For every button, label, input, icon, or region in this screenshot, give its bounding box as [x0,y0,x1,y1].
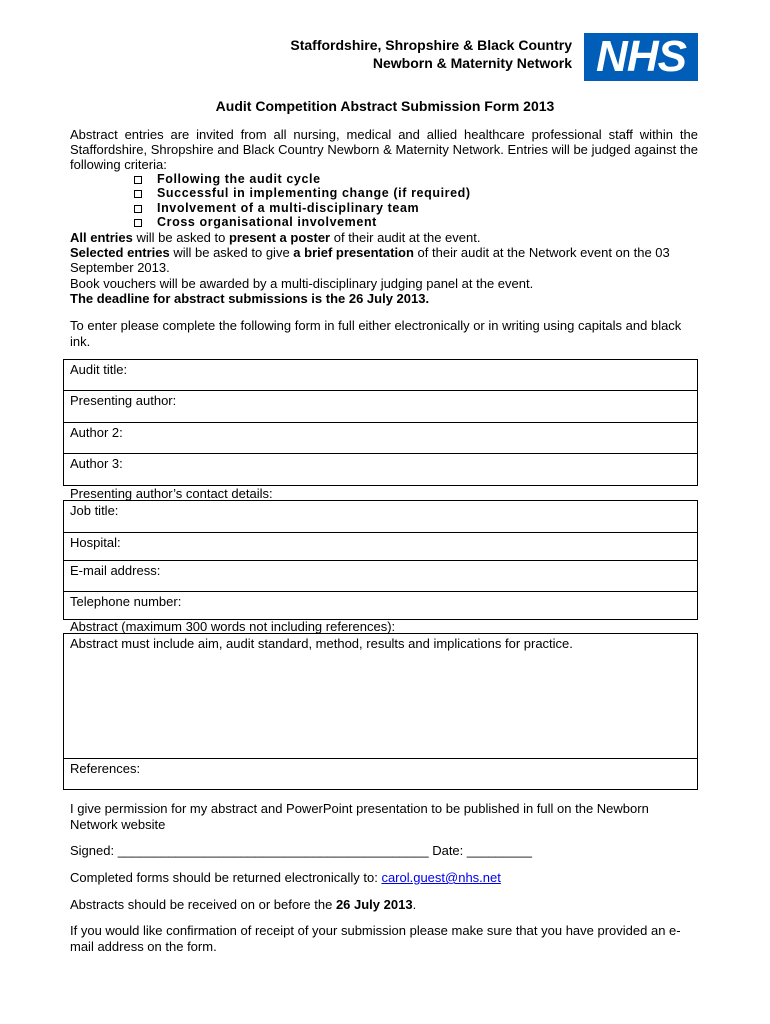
signature-line[interactable]: Signed: ___________________________________________ Date: _________ [70,843,532,858]
org-name-line2: Newborn & Maternity Network [372,55,572,71]
instructions-text: To enter please complete the following form in full either electronically or in writing using capitals and black ink. [70,318,682,349]
references-field[interactable] [63,758,698,790]
nhs-logo: NHS [584,33,698,81]
field-label: Author 2: [70,425,123,440]
job-title-field[interactable] [63,500,698,533]
presenting-author-field[interactable] [63,390,698,423]
audit-title-field[interactable] [63,359,698,391]
criteria-item: Cross organisational involvement [134,215,471,229]
network-header [290,36,572,72]
field-hint: Abstract must include aim, audit standard, method, results and implications for practice. [70,636,573,651]
telephone-field[interactable] [63,591,698,620]
checkbox-bullet-icon [134,219,142,227]
author3-field[interactable] [63,453,698,486]
email-field[interactable] [63,560,698,592]
abstract-field[interactable] [63,633,698,759]
rules-paragraph [70,230,698,306]
abstract-heading: Abstract (maximum 300 words not including references): [70,619,396,634]
permission-text: I give permission for my abstract and PowerPoint presentation to be published in full on the Newborn Network website [70,801,649,832]
field-label: Presenting author: [70,393,177,408]
deadline-text: Abstracts should be received on or before the 26 July 2013. [70,897,417,912]
confirmation-text: If you would like confirmation of receipt of your submission please make sure that you have provided an e-mail address on the form. [70,923,681,954]
org-name-line1: Staffordshire, Shropshire & Black Country [290,37,572,53]
criteria-item: Involvement of a multi-disciplinary team [134,201,471,215]
field-label: E-mail address: [70,563,161,578]
intro-paragraph: Abstract entries are invited from all nursing, medical and allied healthcare professional staff within the Staffordshire, Shropshire and Black Country Newborn & Maternity Network. Entries will be judged against the following criteria: [70,127,698,172]
field-label: Author 3: [70,456,123,471]
author2-field[interactable] [63,422,698,454]
hospital-field[interactable] [63,532,698,561]
field-label: Hospital: [70,535,121,550]
field-label: Audit title: [70,362,128,377]
contact-details-heading: Presenting author’s contact details: [70,486,273,501]
checkbox-bullet-icon [134,176,142,184]
rule-book-vouchers: Book vouchers will be awarded by a multi-disciplinary judging panel at the event. [70,275,534,291]
rule-deadline: The deadline for abstract submissions is the 26 July 2013. [70,290,430,306]
contact-email-link[interactable]: carol.guest@nhs.net [381,870,501,885]
field-label: References: [70,761,141,776]
rule-all-entries: All entries will be asked to present a poster of their audit at the event. [70,230,481,245]
criteria-item: Successful in implementing change (if required) [134,186,471,200]
checkbox-bullet-icon [134,205,142,213]
criteria-item: Following the audit cycle [134,172,471,186]
field-label: Job title: [70,503,119,518]
criteria-list [134,172,471,229]
rule-selected-entries: Selected entries will be asked to give a brief presentation of their audit at the Network event on the 03 September 2013. [70,245,670,276]
field-label: Telephone number: [70,594,182,609]
return-instructions: Completed forms should be returned electronically to: carol.guest@nhs.net [70,870,501,885]
page-title: Audit Competition Abstract Submission Form 2013 [215,98,555,114]
checkbox-bullet-icon [134,190,142,198]
